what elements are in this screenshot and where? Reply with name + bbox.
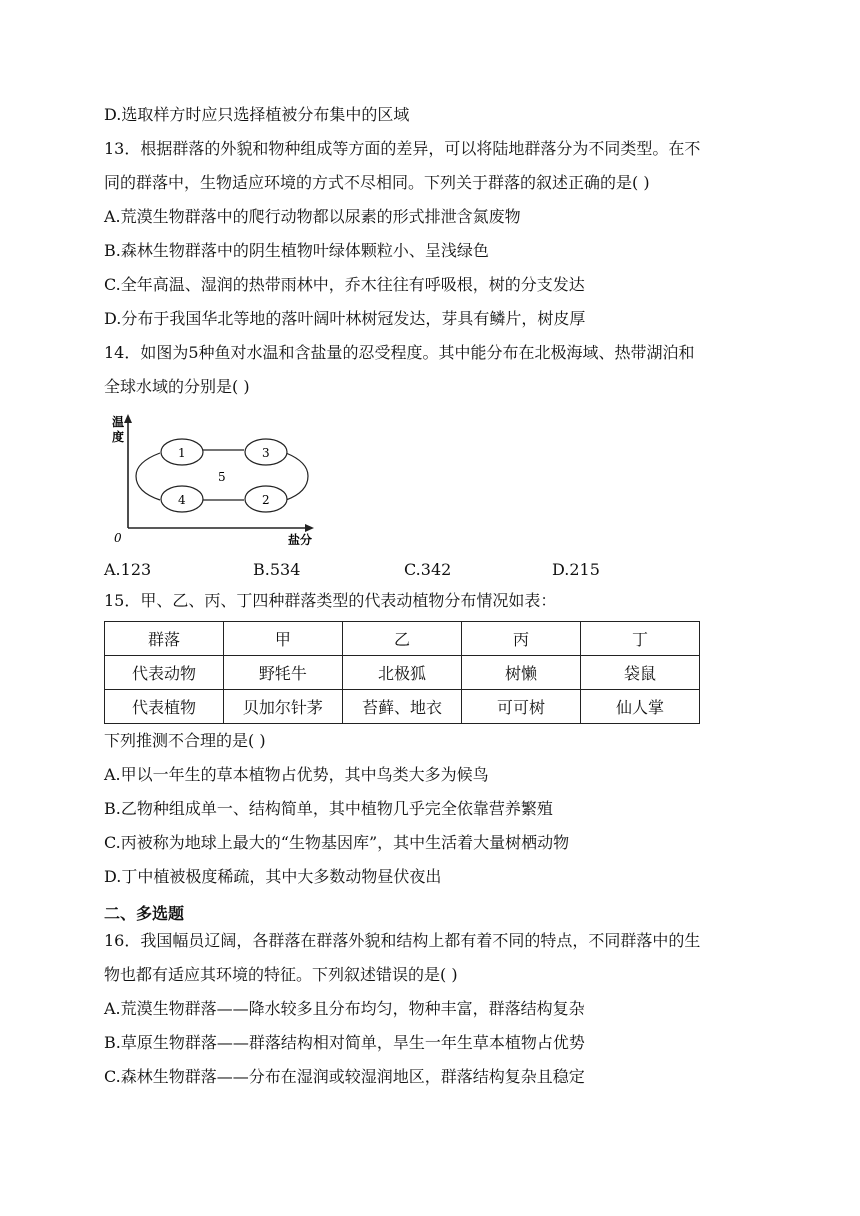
q16-option-b: B.草原生物群落——群落结构相对简单，旱生一年生草本植物占优势 [104,1033,585,1052]
q15-option-c: C.丙被称为地球上最大的“生物基因库”，其中生活着大量树栖动物 [104,833,570,852]
table-cell: 代表植物 [105,690,224,724]
q14-stem-line1: 14．如图为5种鱼对水温和含盐量的忍受程度。其中能分布在北极海域、热带湖泊和 [104,343,695,362]
right-arc [286,453,308,500]
fish-tolerance-figure [108,410,318,550]
q13-option-b: B.森林生物群落中的阴生植物叶绿体颗粒小、呈浅绿色 [104,241,489,260]
q15-option-b: B.乙物种组成单一、结构简单，其中植物几乎完全依靠营养繁殖 [104,799,553,818]
q13-stem-line1: 13．根据群落的外貌和物种组成等方面的差异，可以将陆地群落分为不同类型。在不 [104,139,701,158]
table-row [105,690,700,724]
table-cell: 乙 [342,622,461,656]
section-heading-multiple-choice: 二、多选题 [104,904,185,923]
q15-question: 下列推测不合理的是( ) [104,731,266,750]
fish-4-label: 4 [178,493,186,507]
q14-option-b: B.534 [253,560,301,579]
origin-label: 0 [114,531,122,545]
q16-option-c: C.森林生物群落——分布在湿润或较湿润地区，群落结构复杂且稳定 [104,1067,585,1086]
table-cell: 野牦牛 [223,656,342,690]
table-cell: 甲 [223,622,342,656]
y-axis-label-1: 温 [112,415,125,429]
table-cell: 可可树 [462,690,581,724]
fish-1-label: 1 [178,446,186,460]
table-cell: 代表动物 [105,656,224,690]
table-cell: 袋鼠 [580,656,699,690]
q13-option-a: A.荒漠生物群落中的爬行动物都以尿素的形式排泄含氮废物 [104,207,521,226]
q13-option-d: D.分布于我国华北等地的落叶阔叶林树冠发达，芽具有鳞片，树皮厚 [104,309,586,328]
table-row [105,622,700,656]
q14-stem-line2: 全球水域的分别是( ) [104,377,250,396]
table-cell: 苔藓、地衣 [342,690,461,724]
q12-option-d: D.选取样方时应只选择植被分布集中的区域 [104,105,410,124]
y-axis-arrow [124,414,132,423]
fish-3-label: 3 [262,446,270,460]
q13-stem-line2: 同的群落中，生物适应环境的方式不尽相同。下列关于群落的叙述正确的是( ) [104,173,650,192]
table-cell: 丁 [580,622,699,656]
q14-option-c: C.342 [404,560,452,579]
table-cell: 树懒 [462,656,581,690]
q13-option-c: C.全年高温、湿润的热带雨林中，乔木往往有呼吸根，树的分支发达 [104,275,585,294]
x-axis-arrow [305,524,314,532]
table-cell: 仙人掌 [580,690,699,724]
community-table [104,621,700,724]
q14-option-d: D.215 [552,560,600,579]
fish-2-label: 2 [262,493,270,507]
table-cell: 丙 [462,622,581,656]
y-axis-label-2: 度 [112,430,125,444]
table-cell: 贝加尔针茅 [223,690,342,724]
q15-option-d: D.丁中植被极度稀疏，其中大多数动物昼伏夜出 [104,867,442,886]
q15-stem: 15．甲、乙、丙、丁四种群落类型的代表动植物分布情况如表： [104,591,557,610]
table-cell: 北极狐 [342,656,461,690]
fish-5-label: 5 [218,470,226,484]
q15-option-a: A.甲以一年生的草本植物占优势，其中鸟类大多为候鸟 [104,765,489,784]
q16-stem-line1: 16．我国幅员辽阔，各群落在群落外貌和结构上都有着不同的特点，不同群落中的生 [104,931,701,950]
q16-stem-line2: 物也都有适应其环境的特征。下列叙述错误的是( ) [104,965,458,984]
q14-option-a: A.123 [104,560,152,579]
table-row [105,656,700,690]
q16-option-a: A.荒漠生物群落——降水较多且分布均匀，物种丰富，群落结构复杂 [104,999,585,1018]
x-axis-label: 盐分 [288,533,313,547]
left-arc [136,453,160,500]
table-cell: 群落 [105,622,224,656]
